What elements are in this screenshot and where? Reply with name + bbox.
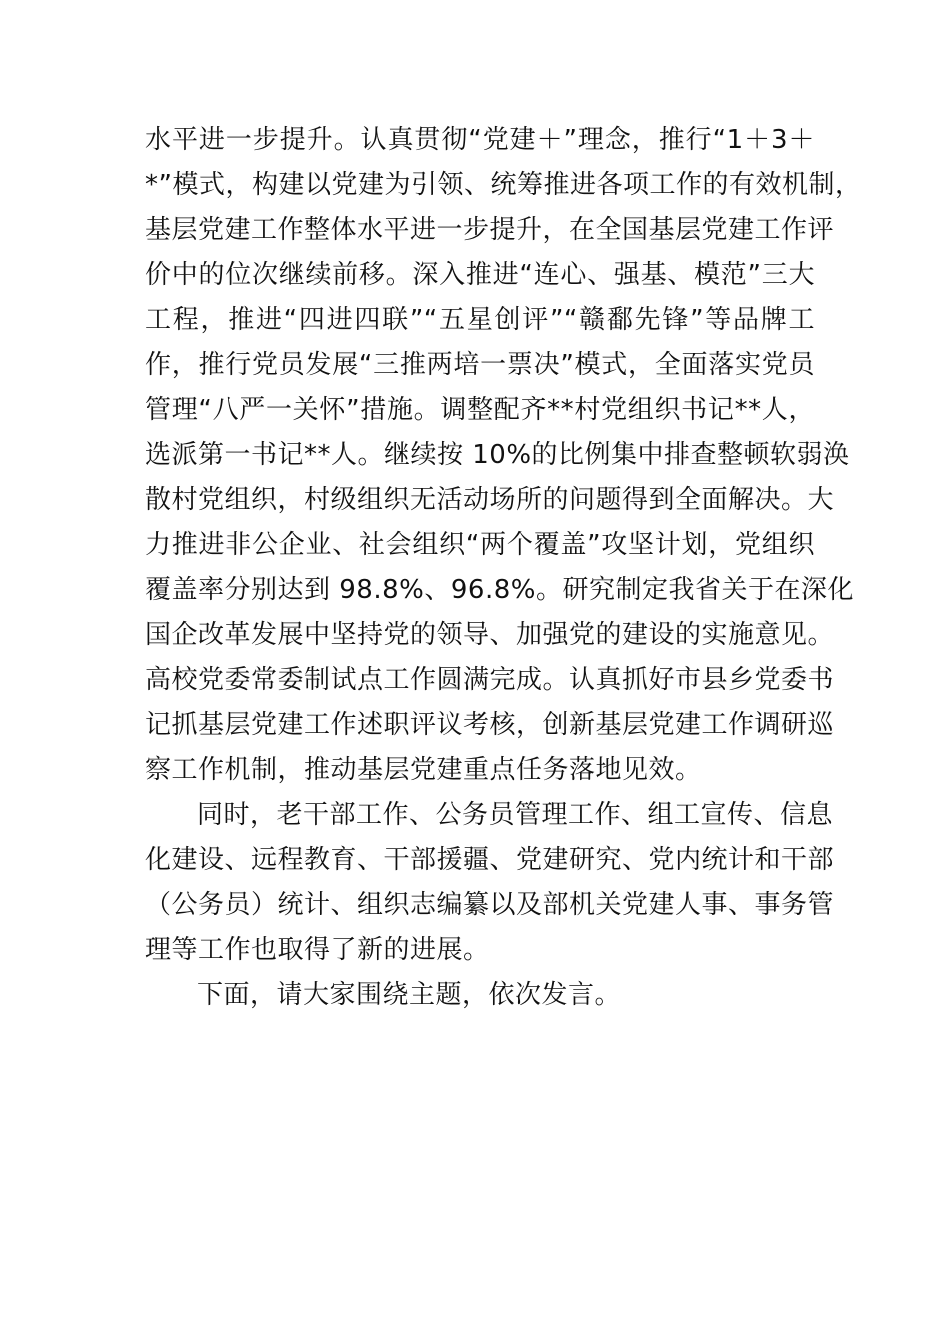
text-line: 理等工作也取得了新的进展。 xyxy=(145,935,490,965)
text-line: 作，推行党员发展“三推两培一票决”模式，全面落实党员 xyxy=(145,350,815,380)
paragraph-1 xyxy=(145,118,862,793)
text-line: 察工作机制，推动基层党建重点任务落地见效。 xyxy=(145,755,702,785)
text-line: 覆盖率分别达到 98.8%、96.8%。研究制定我省关于在深化 xyxy=(145,575,854,605)
text-line: （公务员）统计、组织志编纂以及部机关党建人事、事务管 xyxy=(145,890,835,920)
text-line: 管理“八严一关怀”措施。调整配齐**村党组织书记**人， xyxy=(145,395,815,425)
text-line: 化建设、远程教育、干部援疆、党建研究、党内统计和干部 xyxy=(145,845,835,875)
text-line: 同时，老干部工作、公务员管理工作、组工宣传、信息 xyxy=(197,800,834,830)
text-line: 高校党委常委制试点工作圆满完成。认真抓好市县乡党委书 xyxy=(145,665,835,695)
text-line: 力推进非公企业、社会组织“两个覆盖”攻坚计划，党组织 xyxy=(145,530,815,560)
paragraph-3 xyxy=(145,973,815,1018)
document-body xyxy=(145,118,862,1018)
text-line: 散村党组织，村级组织无活动场所的问题得到全面解决。大 xyxy=(145,485,835,515)
text-line: 选派第一书记**人。继续按 10%的比例集中排查整顿软弱涣 xyxy=(145,440,850,470)
text-line: 记抓基层党建工作述职评议考核，创新基层党建工作调研巡 xyxy=(145,710,835,740)
text-line: 价中的位次继续前移。深入推进“连心、强基、模范”三大 xyxy=(145,260,815,290)
text-line: 下面，请大家围绕主题，依次发言。 xyxy=(197,980,622,1010)
text-line: 工程，推进“四进四联”“五星创评”“赣鄱先锋”等品牌工 xyxy=(145,305,815,335)
paragraph-2 xyxy=(145,793,835,973)
text-line: 基层党建工作整体水平进一步提升，在全国基层党建工作评 xyxy=(145,215,835,245)
text-line: *”模式，构建以党建为引领、统筹推进各项工作的有效机制， xyxy=(145,170,862,200)
text-line: 国企改革发展中坚持党的领导、加强党的建设的实施意见。 xyxy=(145,620,835,650)
text-line: 水平进一步提升。认真贯彻“党建＋”理念，推行“1＋3＋ xyxy=(145,125,815,155)
